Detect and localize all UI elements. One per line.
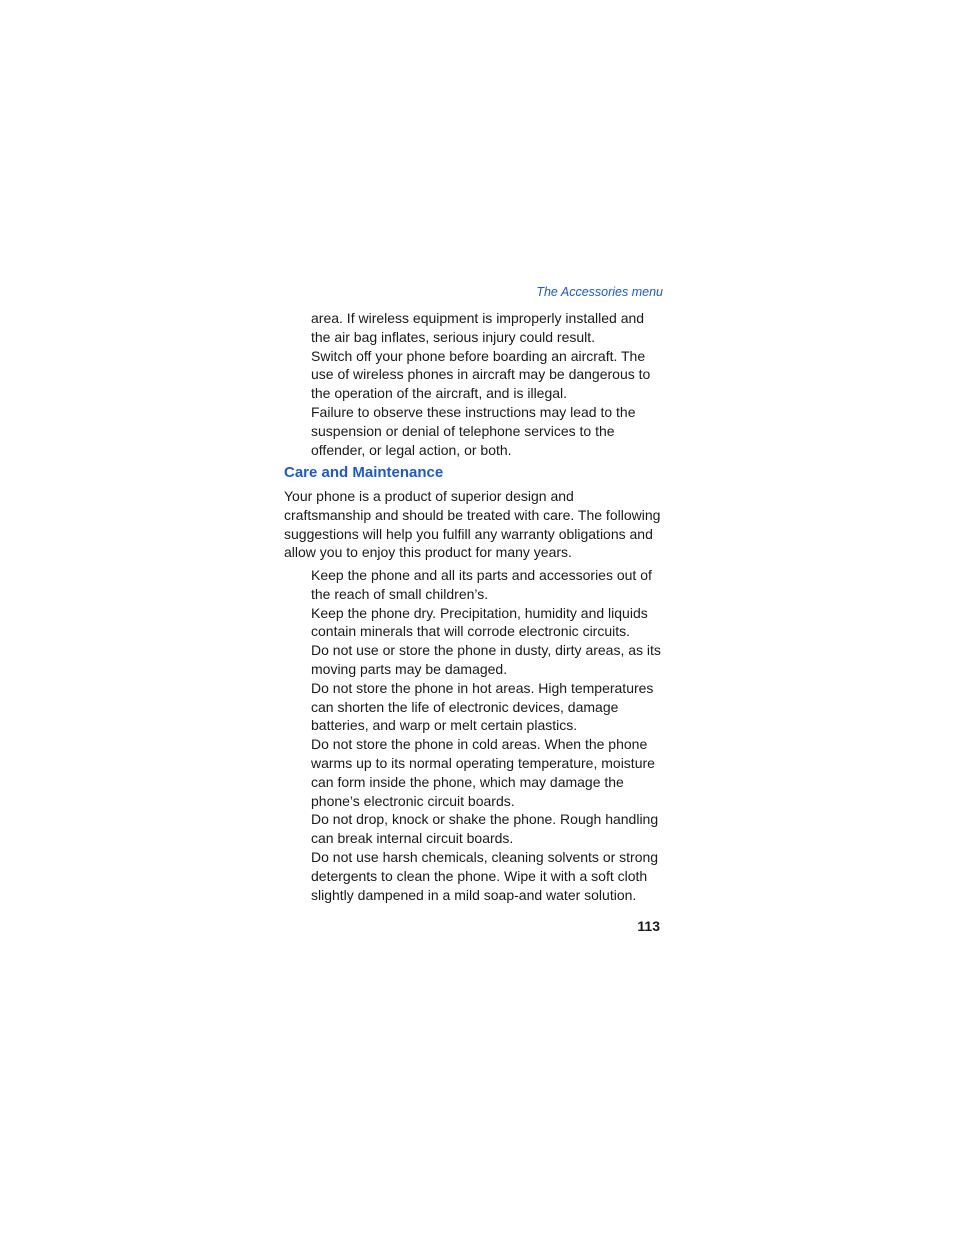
- care-list: [311, 566, 666, 904]
- list-item: Do not drop, knock or shake the phone. Rough handling can break internal circuit boards.: [311, 811, 659, 847]
- paragraph-aircraft: Switch off your phone before boarding an aircraft. The use of wireless phones in aircraft may be dangerous to the operation of the aircraft, and is illegal.: [311, 347, 651, 402]
- safety-paragraphs: [311, 309, 666, 459]
- paragraph-failure: Failure to observe these instructions may lead to the suspension or denial of telephone services to the offender, or legal action, or both.: [311, 403, 636, 458]
- list-item: Do not store the phone in cold areas. When the phone warms up to its normal operating temperature, moisture can form inside the phone, which may damage the phone’s electronic circuit boards.: [311, 736, 655, 809]
- page-number: 113: [637, 918, 660, 934]
- section-intro: [284, 487, 664, 562]
- running-header: The Accessories menu: [536, 285, 663, 299]
- section-heading: Care and Maintenance: [284, 464, 444, 481]
- paragraph-airbag: area. If wireless equipment is improperly installed and the air bag inflates, serious injury could result.: [311, 310, 645, 345]
- list-item: Do not use harsh chemicals, cleaning solvents or strong detergents to clean the phone. Wipe it with a soft cloth slightly dampened in a mild soap-and water solution.: [311, 848, 659, 903]
- list-item: Keep the phone dry. Precipitation, humidity and liquids contain minerals that will corrode electronic circuits.: [311, 604, 648, 640]
- list-item: Keep the phone and all its parts and accessories out of the reach of small children’s.: [311, 567, 652, 602]
- list-item: Do not use or store the phone in dusty, dirty areas, as its moving parts may be damaged.: [311, 642, 661, 677]
- intro-paragraph: Your phone is a product of superior design and craftsmanship and should be treated with care. The following suggestions will help you fulfill any warranty obligations and allow you to enjoy this product for many years.: [284, 488, 661, 561]
- list-item: Do not store the phone in hot areas. High temperatures can shorten the life of electronic devices, damage batteries, and warp or melt certain plastics.: [311, 679, 654, 734]
